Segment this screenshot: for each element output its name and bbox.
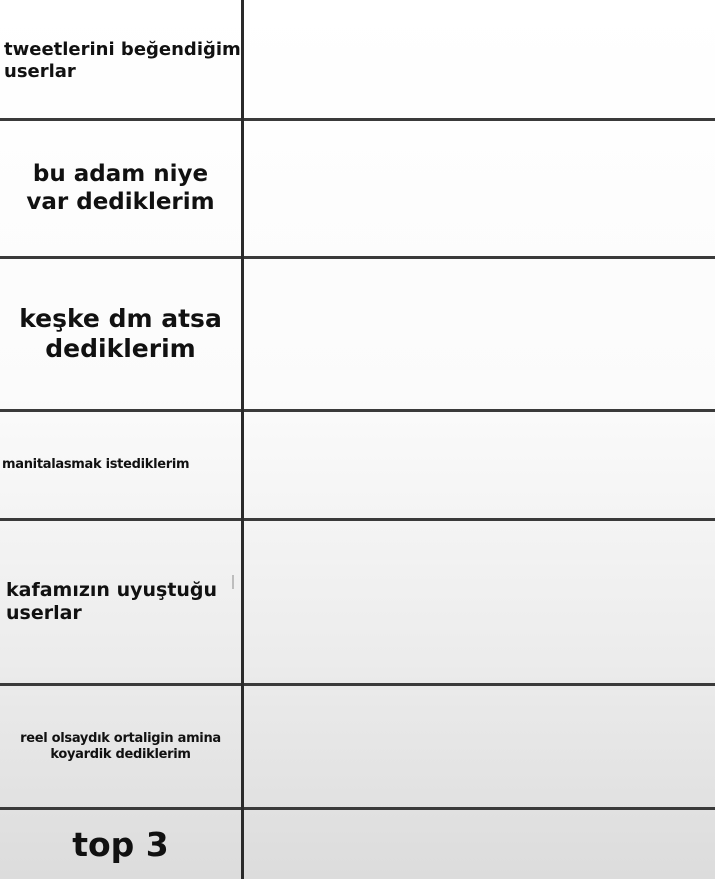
row-fill-wish-dm[interactable]: [244, 259, 715, 409]
row-fill-why-exists[interactable]: [244, 121, 715, 256]
row-fill-if-real[interactable]: [244, 686, 715, 807]
row-label-liked-tweets: tweetlerini beğendiğim userlar: [4, 39, 241, 82]
row-label-if-real: reel olsaydık ortaligin amina koyardik dediklerim: [20, 730, 221, 762]
row-fill-vibe-match[interactable]: [244, 521, 715, 683]
row-fill-want-to-date[interactable]: [244, 412, 715, 518]
row-fill-top-3[interactable]: [244, 810, 715, 879]
column-divider: [241, 0, 244, 879]
row-label-vibe-match: kafamızın uyuştuğu userlar: [6, 579, 218, 624]
row-label-wish-dm: keşke dm atsa dediklerim: [19, 304, 222, 363]
stray-mark: [232, 575, 234, 589]
row-label-top-3: top 3: [72, 824, 169, 864]
row-label-want-to-date: manitalasmak istediklerim: [2, 457, 190, 473]
row-label-why-exists: bu adam niye var dediklerim: [26, 160, 215, 215]
row-fill-liked-tweets[interactable]: [244, 0, 715, 118]
